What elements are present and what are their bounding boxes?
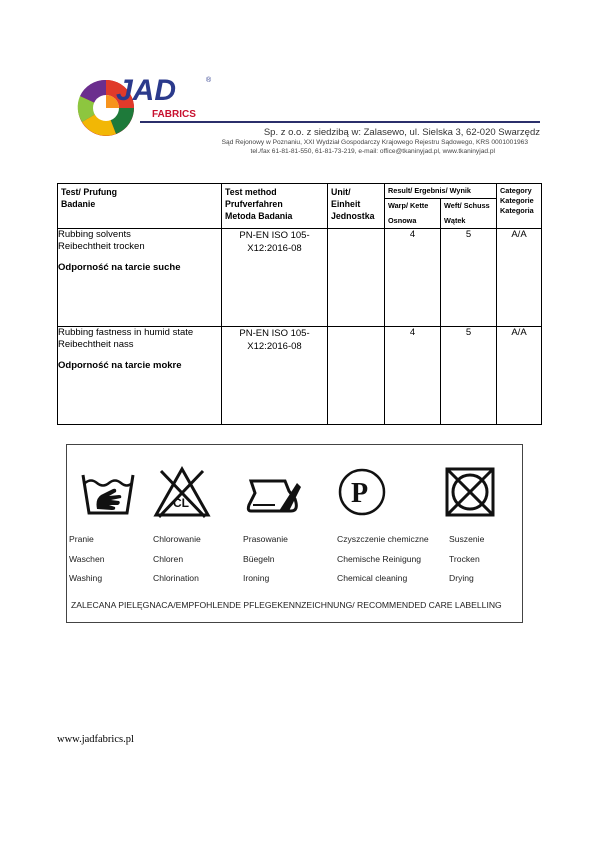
table-row: [58, 327, 542, 425]
care-label-de: Büegeln: [243, 554, 275, 564]
care-label-en: Ironing: [243, 573, 270, 583]
no-tumble-dry-icon: [441, 465, 499, 519]
header-unit: Unit/ Einheit Jednostka: [331, 187, 375, 221]
address-line-1: Sp. z o.o. z siedzibą w: Zalasewo, ul. Sielska 3, 62-020 Swarzędz: [263, 127, 540, 138]
no-chlorine-icon: [153, 465, 211, 519]
header-warp: Warp/ Kette Osnowa: [385, 199, 441, 228]
care-label-en: Drying: [449, 573, 474, 583]
svg-text:JAD: JAD: [116, 74, 177, 107]
row-test-name: Rubbing fastness in humid state Reibechtheit nass Odporność na tarcie mokre: [58, 327, 222, 425]
iron-icon: [245, 465, 303, 519]
care-label-de: Trocken: [449, 554, 480, 564]
dry-clean-p-icon: [333, 465, 391, 519]
header-result: Result/ Ergebnis/ Wynik: [385, 184, 496, 199]
care-label-de: Waschen: [69, 554, 105, 564]
svg-text:CL: CL: [173, 496, 189, 510]
care-label-pl: Prasowanie: [243, 534, 288, 544]
website-link[interactable]: www.jadfabrics.pl: [57, 734, 134, 745]
row-unit: [328, 229, 385, 327]
header-method: Test method Prufverfahren Metoda Badania: [225, 187, 293, 221]
table-row: [58, 229, 542, 327]
row-warp: 4: [385, 229, 441, 327]
address-line-2: Sąd Rejonowy w Poznaniu, XXI Wydział Gospodarczy Krajowego Rejestru Sądowego, KRS 0001001963: [221, 139, 528, 146]
row-test-name: Rubbing solvents Reibechtheit trocken Odporność na tarcie suche: [58, 229, 222, 327]
header-category: Category Kategorie Kategoria: [500, 186, 534, 215]
care-label-pl: Suszenie: [449, 534, 485, 544]
row-weft: 5: [441, 229, 497, 327]
table-header-row: [58, 184, 542, 229]
care-labelling-box: [66, 444, 523, 623]
care-label-pl: Czyszczenie chemiczne: [337, 534, 429, 544]
row-unit: [328, 327, 385, 425]
row-category: A/A: [497, 229, 542, 327]
care-label-en: Washing: [69, 573, 103, 583]
header-weft: Weft/ Schuss Wątek: [444, 201, 490, 225]
row-category: A/A: [497, 327, 542, 425]
header-divider: [140, 121, 540, 123]
care-footer-label: ZALECANA PIELĘGNACA/EMPFOHLENDE PFLEGEKENNZEICHNUNG/ RECOMMENDED CARE LABELLING: [71, 600, 502, 610]
results-table: [57, 183, 542, 425]
care-label-de: Chloren: [153, 554, 184, 564]
care-label-pl: Chlorowanie: [153, 534, 201, 544]
svg-text:FABRICS: FABRICS: [152, 109, 196, 120]
care-label-en: Chlorination: [153, 573, 199, 583]
care-label-pl: Pranie: [69, 534, 94, 544]
row-weft: 5: [441, 327, 497, 425]
header-test: Test/ Prufung Badanie: [61, 187, 118, 209]
svg-text:®: ®: [206, 77, 212, 84]
svg-text:P: P: [351, 478, 369, 509]
address-line-3: tel./fax 61-81-81-550, 61-81-73-219, e-mail: office@tkaninyjad.pl, www.tkaninyjad.pl: [250, 148, 495, 155]
care-label-de: Chemische Reinigung: [337, 554, 422, 564]
row-warp: 4: [385, 327, 441, 425]
row-method: PN-EN ISO 105- X12:2016-08: [222, 327, 328, 425]
washing-icon: [79, 465, 137, 519]
row-method: PN-EN ISO 105- X12:2016-08: [222, 229, 328, 327]
care-label-en: Chemical cleaning: [337, 573, 408, 583]
